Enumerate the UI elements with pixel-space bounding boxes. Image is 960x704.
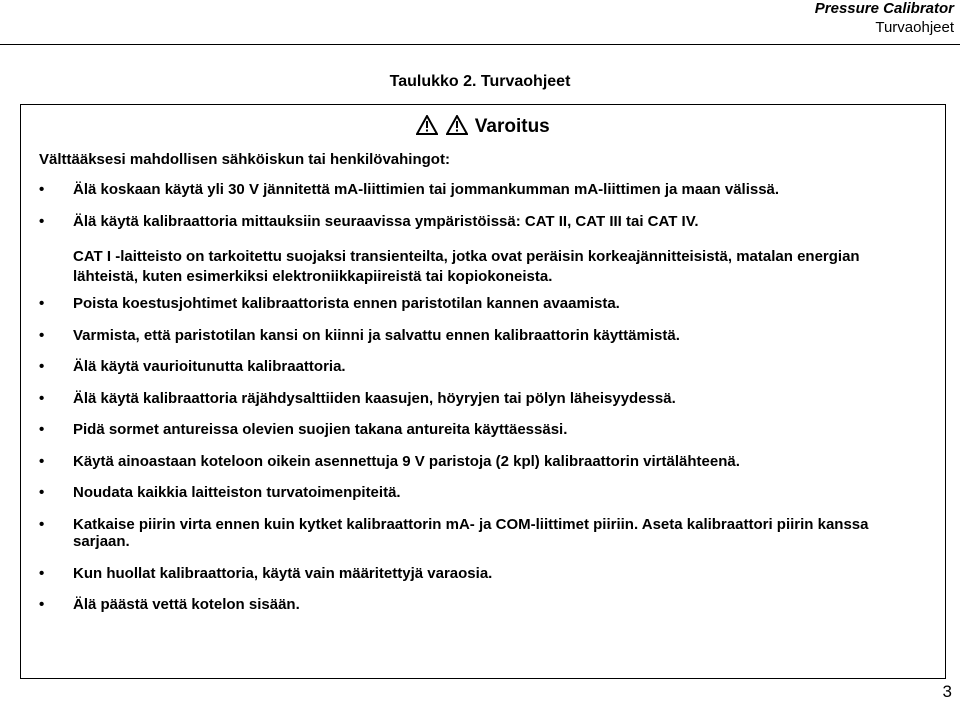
bullet-icon: • [39,295,45,312]
list-item-text: Pidä sormet antureissa olevien suojien takana antureita käyttäessäsi. [73,421,568,438]
list-item-text: Kun huollat kalibraattoria, käytä vain määritettyjä varaosia. [73,564,493,582]
list-item-text: Älä koskaan käytä yli 30 V jännitettä mA-liittimien tai jommankumman mA-liittimen ja maan välissä. [73,181,780,198]
list-item [35,453,925,471]
warning-list-first [35,181,925,244]
warning-triangle-icon [446,115,468,135]
warning-list-rest [35,295,925,628]
bullet-icon: • [39,484,45,501]
list-item-text: Älä käytä vaurioitunutta kalibraattoria. [73,358,346,375]
list-item-text: Poista koestusjohtimet kalibraattorista ennen paristotilan kannen avaamista. [73,295,620,312]
list-item [35,358,925,376]
list-item [35,516,925,551]
table-caption: Taulukko 2. Turvaohjeet [389,73,571,90]
list-item-text: Älä käytä kalibraattoria mittauksiin seuraavissa ympäristöissä: CAT II, CAT III tai CAT IV. [73,212,699,230]
list-item [35,484,925,502]
header-title: Pressure Calibrator [814,0,954,17]
list-item [35,390,925,408]
header-subtitle: Turvaohjeet [875,19,954,36]
bullet-icon: • [39,564,45,582]
header-divider [0,44,960,45]
cat-note: CAT I -laitteisto on tarkoitettu suojaksi transienteilta, jotka ovat peräisin korkeajännitteisistä, matalan energian lähteistä, kuten esimerkiksi elektroniikkapiireistä tai kopiokoneista. [73,248,860,285]
page-number: 3 [942,682,952,701]
list-item-text: Varmista, että paristotilan kansi on kiinni ja salvattu ennen kalibraattorin käyttämistä. [73,326,680,344]
list-item [35,213,925,231]
list-item-text: Noudata kaikkia laitteiston turvatoimenpiteitä. [73,484,401,501]
warning-heading [21,115,945,138]
warning-heading-text: Varoitus [474,116,550,137]
intro-text: Välttääksesi mahdollisen sähköiskun tai henkilövahingot: [39,151,450,168]
list-item [35,421,925,439]
list-item [35,295,925,313]
bullet-icon: • [39,326,45,344]
list-item [35,596,925,614]
bullet-icon: • [39,181,45,198]
list-item-text: Älä käytä kalibraattoria räjähdysalttiiden kaasujen, höyryjen tai pölyn läheisyydessä. [73,389,676,407]
warning-triangle-icon [416,115,438,135]
list-item [35,565,925,583]
bullet-icon: • [39,421,45,438]
bullet-icon: • [39,212,45,230]
list-item-text: Katkaise piirin virta ennen kuin kytket kalibraattorin mA- ja COM-liittimet piiriin. Aseta kalibraattori piirin kanssa sarjaan. [73,515,869,550]
bullet-icon: • [39,358,45,375]
list-item [35,327,925,345]
bullet-icon: • [39,515,45,533]
list-item-text: Älä päästä vettä kotelon sisään. [73,596,300,613]
warning-table [20,104,946,679]
bullet-icon: • [39,452,45,470]
bullet-icon: • [39,596,45,613]
list-item [35,181,925,199]
list-item-text: Käytä ainoastaan koteloon oikein asennettuja 9 V paristoja (2 kpl) kalibraattorin virtälähteenä. [73,452,740,470]
bullet-icon: • [39,389,45,407]
page-header [815,0,954,38]
